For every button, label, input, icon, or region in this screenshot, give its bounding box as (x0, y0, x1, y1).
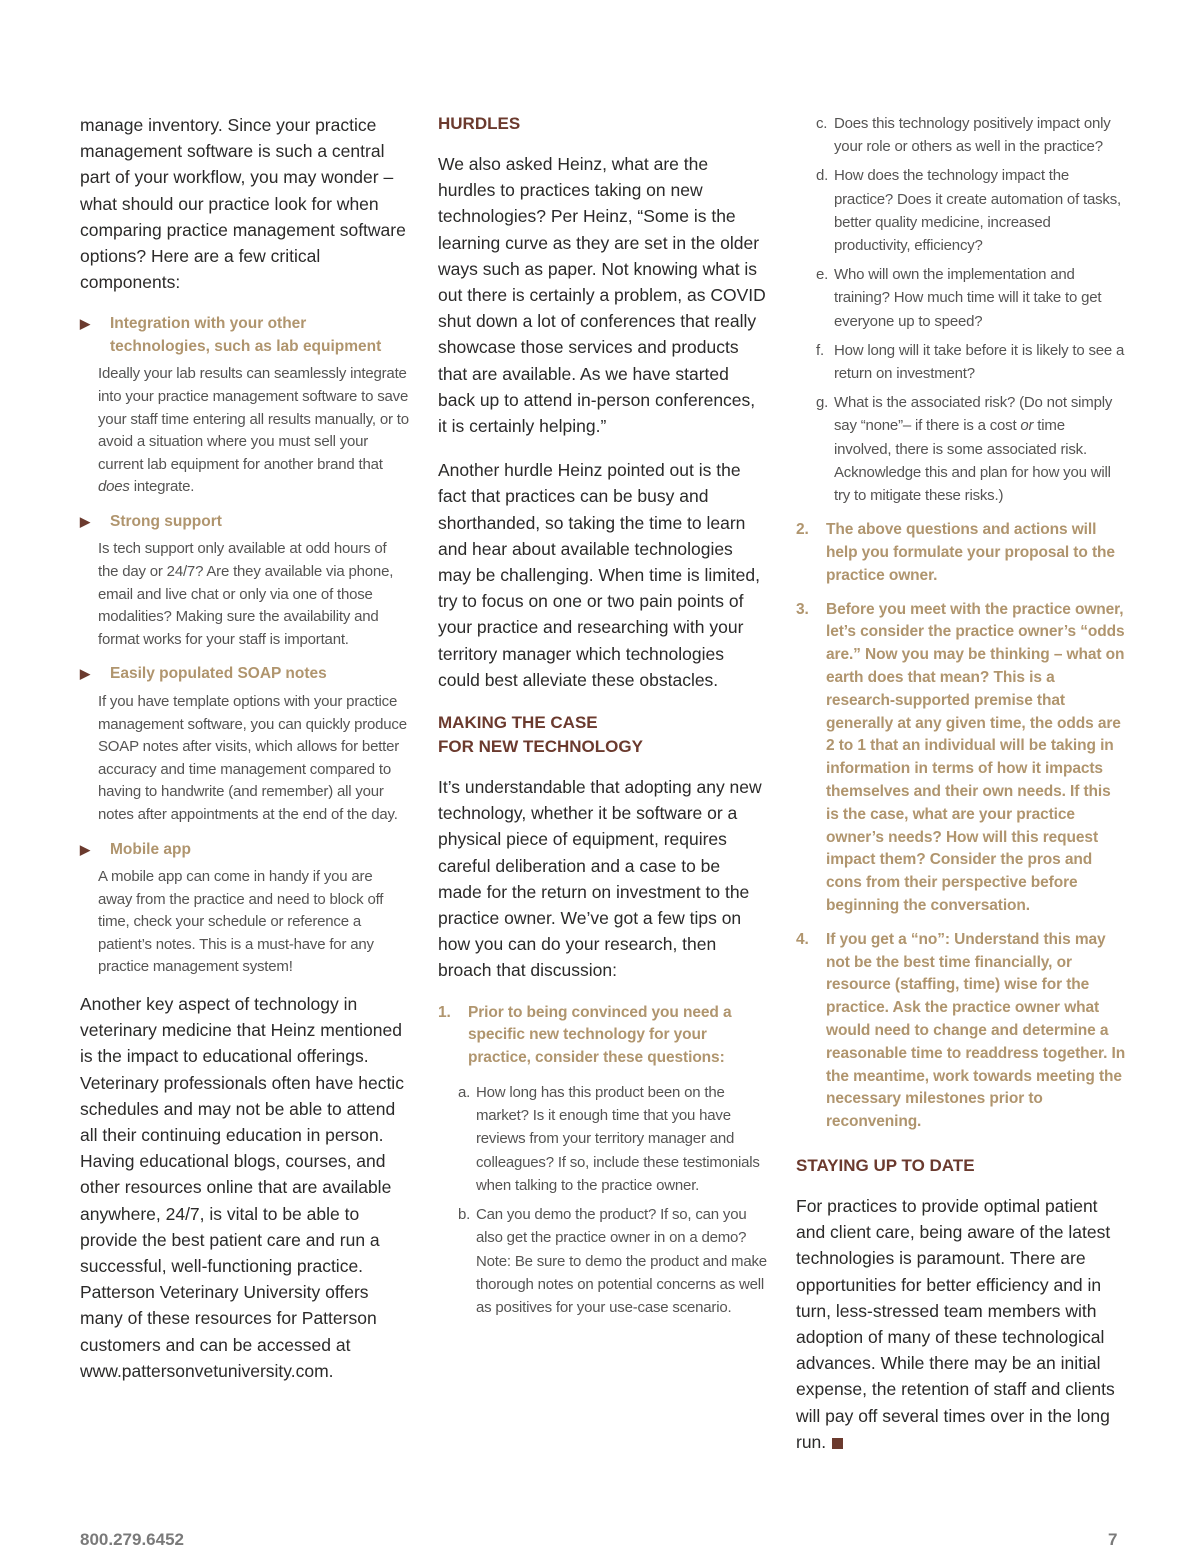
bullet-body: Ideally your lab results can seamlessly integrate into your practice management software to save your staff time entering all results manually, or to avoid a situation where you must sell your current lab equipment for another brand that does integrate. (98, 365, 409, 496)
bullet-item (80, 839, 410, 979)
hurdles-paragraph-2: Another hurdle Heinz pointed out is the fact that practices can be busy and shorthanded, so taking the time to learn and hear about available technologies may be challenging. When time is limited, try to focus on one or two pain points of your practice and researching with your territory manager which technologies could best alleviate these obstacles. (438, 460, 760, 690)
hurdles-paragraph-1: We also asked Heinz, what are the hurdles to practices taking on new technologies? Per Heinz, “Some is the learning curve as they are set in the older ways such as paper. Not knowing what is out there is certainly a problem, as COVID shut down a lot of conferences that really showcase those services and products that are available. As we have started back up to attend in-person conferences, it is certainly helping.” (438, 154, 766, 437)
numbered-item-1 (438, 1002, 768, 1070)
page-number: 7 (1108, 1530, 1118, 1549)
hurdles-heading: HURDLES (438, 114, 521, 133)
column-1 (80, 112, 410, 1384)
sub-item-letter: f. (816, 341, 824, 359)
closing-paragraph: Another key aspect of technology in veterinary medicine that Heinz mentioned is the impact to educational offerings. Veterinary professionals often have hectic schedules and may not be able to attend all their continuing education in person. Having educational blogs, courses, and other resources online that are available anywhere, 24/7, is vital to be able to provide the best patient care and run a successful, well-functioning practice. Patterson Veterinary University offers many of these resources for Patterson customers and can be accessed at www.pattersonvetuniversity.com. (80, 993, 404, 1381)
sub-item-letter: a. (458, 1084, 471, 1102)
item-text: If you get a “no”: Understand this may not be the best time financially, or resource (staffing, time) wise for the practice. Ask the practice owner what would need to change and determine a reasonable time to readdress together. In the meantime, work towards meeting the necessary milestones prior to reconvening. (826, 930, 1126, 1131)
bullet-body: If you have template options with your practice management software, you can quickly produce SOAP notes after visits, which allows for better accuracy and time management compared to having to handwrite (and remember) all your notes after appointments at the end of the day. (98, 692, 407, 823)
bullet-body: Is tech support only available at odd hours of the day or 24/7? Are they available via phone, email and live chat or only via one of those modalities? Making sure the availability and format works for your staff is important. (98, 540, 394, 648)
sub-item-letter: d. (816, 167, 829, 185)
staying-up-to-date-paragraph: For practices to provide optimal patient and client care, being aware of the latest technologies is paramount. There are opportunities for better efficiency and in turn, less-stressed team members with adoption of many of these technological advances. While there may be an initial expense, the retention of staff and clients will pay off several times over in the long run. (796, 1195, 1115, 1452)
making-the-case-paragraph: It’s understandable that adopting any new technology, whether it be software or a physical piece of equipment, requires careful deliberation and a case to be made for the return on investment to the practice owner. We’ve got a few tips on how you can do your research, then broach that discussion: (438, 777, 762, 981)
item-text: Prior to being convinced you need a specific new technology for your practice, consider these questions: (468, 1003, 732, 1067)
sub-item-letter: g. (816, 394, 829, 412)
making-the-case-heading: MAKING THE CASE FOR NEW TECHNOLOGY (438, 713, 643, 757)
bullet-body: A mobile app can come in handy if you are away from the practice and need to block off time, check your schedule or reference a patient’s notes. This is a must-have for any practice management system! (98, 868, 384, 976)
sub-item-d (796, 164, 1126, 257)
item-number: 4. (796, 930, 809, 948)
bullet-title: ▶ Mobile app (80, 839, 410, 862)
item-number: 2. (796, 521, 809, 539)
column-2 (438, 112, 768, 1325)
bullet-item (80, 511, 410, 651)
sub-item-letter: c. (816, 115, 828, 132)
item-text: Before you meet with the practice owner, let’s consider the practice owner’s “odds are.” Now you may be thinking – what on earth does that mean? This is a research-supported premise that generally at any given time, the odds are 2 to 1 that an individual will be taking in information in terms of how it impacts themselves and their own needs. If this is the case, what are your practice owner’s needs? How will this request impact them? Consider the pros and cons from their perspective before beginning the conversation. (826, 600, 1125, 914)
item-number: 3. (796, 600, 809, 618)
column-3 (796, 112, 1126, 1455)
item-number: 1. (438, 1003, 451, 1021)
sub-item-text: Does this technology positively impact only your role or others as well in the practice? (834, 115, 1111, 156)
triangle-bullet-icon: ▶ (80, 316, 90, 332)
staying-up-to-date-heading: STAYING UP TO DATE (796, 1155, 975, 1175)
intro-paragraph: manage inventory. Since your practice management software is such a central part of your workflow, you may wonder – what should our practice look for when comparing practice management software options? Here are a few critical components: (80, 115, 406, 293)
sub-item-g (796, 391, 1126, 507)
bullet-title: ▶ Easily populated SOAP notes (80, 663, 410, 686)
bullet-item (80, 313, 410, 499)
sub-item-text: What is the associated risk? (Do not simply say “none”– if there is a cost or time involved, there is some associated risk. Acknowledge this and plan for how you will try to mitigate these risks.) (834, 394, 1113, 505)
sub-item-text: How long has this product been on the market? Is it enough time that you have reviews from your territory manager and colleagues? If so, include these testimonials when talking to the practice owner. (476, 1084, 760, 1194)
sub-item-f (796, 339, 1126, 385)
numbered-item-2 (796, 519, 1126, 587)
bullet-title: ▶ Integration with your other technologies, such as lab equipment (80, 315, 382, 355)
sub-item-text: Who will own the implementation and training? How much time will it take to get everyone up to speed? (834, 266, 1102, 330)
sub-item-text: How long will it take before it is likely to see a return on investment? (834, 341, 1125, 383)
triangle-bullet-icon: ▶ (80, 513, 90, 529)
end-square-icon (832, 1438, 843, 1449)
sub-item-text: How does the technology impact the practice? Does it create automation of tasks, better quality medicine, increased productivity, efficiency? (834, 167, 1121, 255)
item-text: The above questions and actions will help you formulate your proposal to the practice owner. (826, 521, 1115, 584)
sub-item-b (438, 1203, 768, 1319)
sub-item-c (796, 112, 1126, 158)
bullet-title: ▶ Strong support (80, 511, 410, 534)
triangle-bullet-icon: ▶ (80, 841, 90, 857)
sub-item-letter: e. (816, 266, 829, 284)
numbered-item-4 (796, 929, 1126, 1134)
sub-item-e (796, 263, 1126, 333)
triangle-bullet-icon: ▶ (80, 666, 90, 682)
bullet-item (80, 663, 410, 826)
sub-item-text: Can you demo the product? If so, can you also get the practice owner in on a demo? Note: Be sure to demo the product and make thorough notes on potential concerns as well as positives for your use-case scenario. (476, 1206, 767, 1316)
sub-item-letter: b. (458, 1206, 471, 1224)
numbered-item-3 (796, 599, 1126, 918)
footer-phone-number: 800.279.6452 (80, 1530, 184, 1549)
sub-item-a (438, 1081, 768, 1197)
